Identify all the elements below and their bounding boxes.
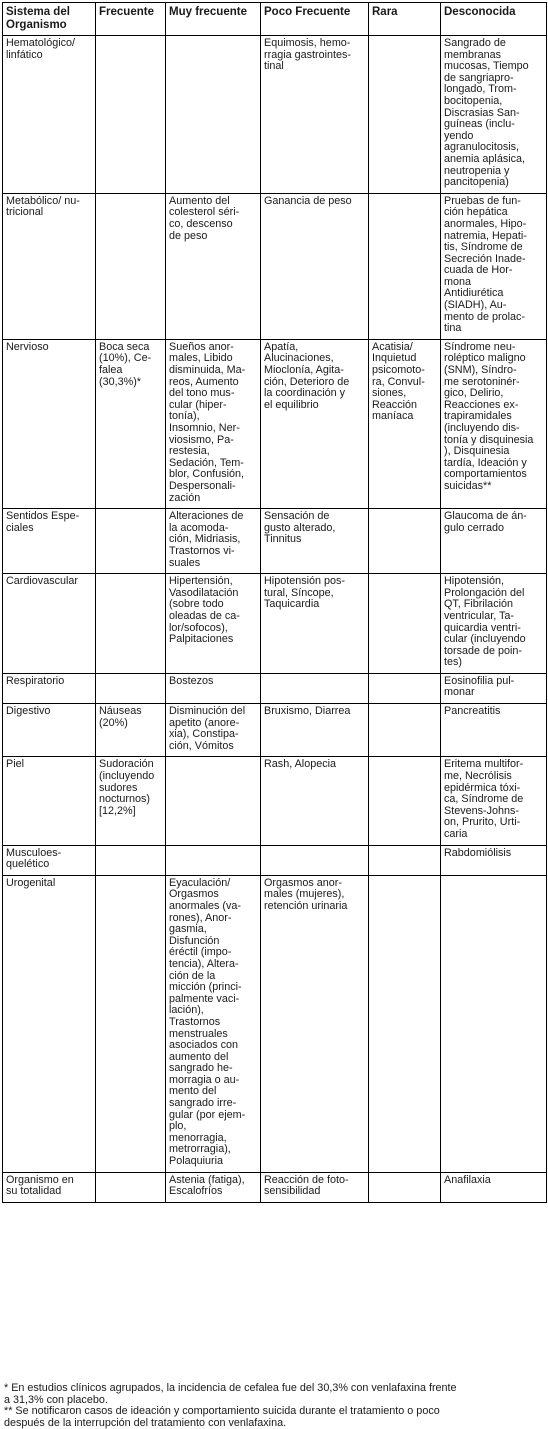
- cell-rara: [369, 704, 441, 757]
- table-row: [3, 673, 547, 703]
- cell-poco-frecuente: Rash, Alopecia: [261, 757, 369, 845]
- table-row: [3, 875, 547, 1172]
- cell-poco-frecuente: Orgasmos anor- males (mujeres), retención urinaria: [261, 875, 369, 1172]
- cell-rara: [369, 36, 441, 194]
- table-body: [3, 36, 547, 1203]
- cell-poco-frecuente: Equimosis, hemo- rragia gastrointes- tinal: [261, 36, 369, 194]
- cell-muy-frecuente: Sueños anor- males, Libido disminuida, Ma- reos, Aumento del tono mus- cular (hiper- tonía), Insomnio, Ner- viosismo, Pa- restesia, Sedación, Tem- blor, Confusión, Despersonali- zación: [166, 339, 261, 508]
- cell-poco-frecuente: Reacción de foto- sensibilidad: [261, 1172, 369, 1202]
- cell-rara: [369, 845, 441, 875]
- cell-sistema: Musculoes- quelético: [3, 845, 96, 875]
- footnote-cefalea: * En estudios clínicos agrupados, la incidencia de cefalea fue del 30,3% con venlafaxina frente a 31,3% con placebo.: [4, 1382, 457, 1406]
- cell-frecuente: [96, 673, 166, 703]
- cell-frecuente: Sudoración (incluyendo sudores nocturnos) [12,2%]: [96, 757, 166, 845]
- cell-frecuente: [96, 193, 166, 339]
- cell-muy-frecuente: Hipertensión, Vasodilatación (sobre todo oleadas de ca- lor/sofocos), Palpitaciones: [166, 574, 261, 674]
- header-rara: Rara: [369, 3, 441, 36]
- table-row: [3, 757, 547, 845]
- cell-desconocida: Síndrome neu- roléptico maligno (SNM), Síndro- me serotoninér- gico, Delirio, Reacciones ex- trapiramidales (incluyendo dis- tonía y disquinesia ), Disquinesia tardía, Ideación y comportamientos suicidas**: [441, 339, 547, 508]
- table-row: [3, 193, 547, 339]
- table-row: [3, 845, 547, 875]
- cell-desconocida: Eosinofilia pul- monar: [441, 673, 547, 703]
- cell-frecuente: [96, 509, 166, 574]
- cell-sistema: Cardiovascular: [3, 574, 96, 674]
- cell-poco-frecuente: Apatía, Alucinaciones, Mioclonía, Agita- ción, Deterioro de la coordinación y el equilibrio: [261, 339, 369, 508]
- cell-sistema: Nervioso: [3, 339, 96, 508]
- header-muy-frecuente: Muy frecuente: [166, 3, 261, 36]
- cell-sistema: Respiratorio: [3, 673, 96, 703]
- cell-desconocida: Rabdomiólisis: [441, 845, 547, 875]
- cell-muy-frecuente: Eyaculación/ Orgasmos anormales (va- rones), Anor- gasmia, Disfunción éréctil (impo- tencia), Altera- ción de la micción (princi- palmente vaci- lación), Trastornos menstruales asociados con aumento del sangrado he- morragia o au- mento del sangrado irre- gular (por ejem- plo, menorragia, metrorragia), Polaquiuria: [166, 875, 261, 1172]
- header-sistema: Sistema del Organismo: [3, 3, 96, 36]
- cell-poco-frecuente: Sensación de gusto alterado, Tinnitus: [261, 509, 369, 574]
- cell-rara: Acatisia/ Inquietud psicomoto- ra, Convul- siones, Reacción maníaca: [369, 339, 441, 508]
- cell-desconocida: [441, 875, 547, 1172]
- cell-rara: [369, 1172, 441, 1202]
- cell-sistema: Organismo en su totalidad: [3, 1172, 96, 1202]
- cell-poco-frecuente: Bruxismo, Diarrea: [261, 704, 369, 757]
- table-row: [3, 509, 547, 574]
- cell-sistema: Metabólico/ nu- tricional: [3, 193, 96, 339]
- cell-desconocida: Eritema multifor- me, Necrólisis epidérmica tóxi- ca, Síndrome de Stevens-Johns- on, Prurito, Urti- caria: [441, 757, 547, 845]
- cell-rara: [369, 757, 441, 845]
- adverse-reactions-table: [2, 2, 547, 1203]
- cell-rara: [369, 574, 441, 674]
- table-row: [3, 704, 547, 757]
- footnotes: [4, 1383, 544, 1429]
- cell-sistema: Digestivo: [3, 704, 96, 757]
- cell-desconocida: Glaucoma de án- gulo cerrado: [441, 509, 547, 574]
- table-row: [3, 36, 547, 194]
- cell-desconocida: Anafilaxia: [441, 1172, 547, 1202]
- cell-frecuente: Boca seca (10%), Ce- falea (30,3%)*: [96, 339, 166, 508]
- cell-muy-frecuente: Bostezos: [166, 673, 261, 703]
- cell-muy-frecuente: Disminución del apetito (anore- xia), Constipa- ción, Vómitos: [166, 704, 261, 757]
- cell-frecuente: [96, 1172, 166, 1202]
- cell-sistema: Piel: [3, 757, 96, 845]
- table-row: [3, 339, 547, 508]
- cell-rara: [369, 193, 441, 339]
- cell-frecuente: [96, 574, 166, 674]
- cell-muy-frecuente: Alteraciones de la acomoda- ción, Midriasis, Trastornos vi- suales: [166, 509, 261, 574]
- cell-sistema: Sentidos Espe- ciales: [3, 509, 96, 574]
- cell-frecuente: [96, 845, 166, 875]
- cell-muy-frecuente: Astenia (fatiga), Escalofríos: [166, 1172, 261, 1202]
- header-poco-frecuente: Poco Frecuente: [261, 3, 369, 36]
- table-header-row: [3, 3, 547, 36]
- cell-frecuente: [96, 36, 166, 194]
- table-row: [3, 574, 547, 674]
- cell-frecuente: Náuseas (20%): [96, 704, 166, 757]
- cell-muy-frecuente: [166, 845, 261, 875]
- table-row: [3, 1172, 547, 1202]
- cell-muy-frecuente: [166, 36, 261, 194]
- cell-rara: [369, 673, 441, 703]
- cell-sistema: Hematológico/ linfático: [3, 36, 96, 194]
- cell-rara: [369, 509, 441, 574]
- cell-sistema: Urogenital: [3, 875, 96, 1172]
- cell-frecuente: [96, 875, 166, 1172]
- cell-poco-frecuente: [261, 673, 369, 703]
- cell-poco-frecuente: Hipotensión pos- tural, Síncope, Taquicardia: [261, 574, 369, 674]
- cell-poco-frecuente: [261, 845, 369, 875]
- cell-desconocida: Pancreatitis: [441, 704, 547, 757]
- footnote-suicidio: ** Se notificaron casos de ideación y comportamiento suicida durante el tratamiento o poco después de la interrupción del tratamiento con venlafaxina.: [4, 1405, 440, 1429]
- header-frecuente: Frecuente: [96, 3, 166, 36]
- cell-rara: [369, 875, 441, 1172]
- cell-poco-frecuente: Ganancia de peso: [261, 193, 369, 339]
- cell-desconocida: Hipotensión, Prolongación del QT, Fibrilación ventricular, Ta- quicardia ventri- cular (incluyendo torsade de poin- tes): [441, 574, 547, 674]
- cell-desconocida: Sangrado de membranas mucosas, Tiempo de sangriapro- longado, Trom- bocitopenia, Discrasias San- guíneas (inclu- yendo agranulocitosis, anemia aplásica, neutropenia y pancitopenia): [441, 36, 547, 194]
- header-desconocida: Desconocida: [441, 3, 547, 36]
- cell-desconocida: Pruebas de fun- ción hepática anormales, Hipo- natremia, Hepati- tis, Síndrome de Secreción Inade- cuada de Hor- mona Antidiurética (SIADH), Au- mento de prolac- tina: [441, 193, 547, 339]
- cell-muy-frecuente: [166, 757, 261, 845]
- cell-muy-frecuente: Aumento del colesterol séri- co, descenso de peso: [166, 193, 261, 339]
